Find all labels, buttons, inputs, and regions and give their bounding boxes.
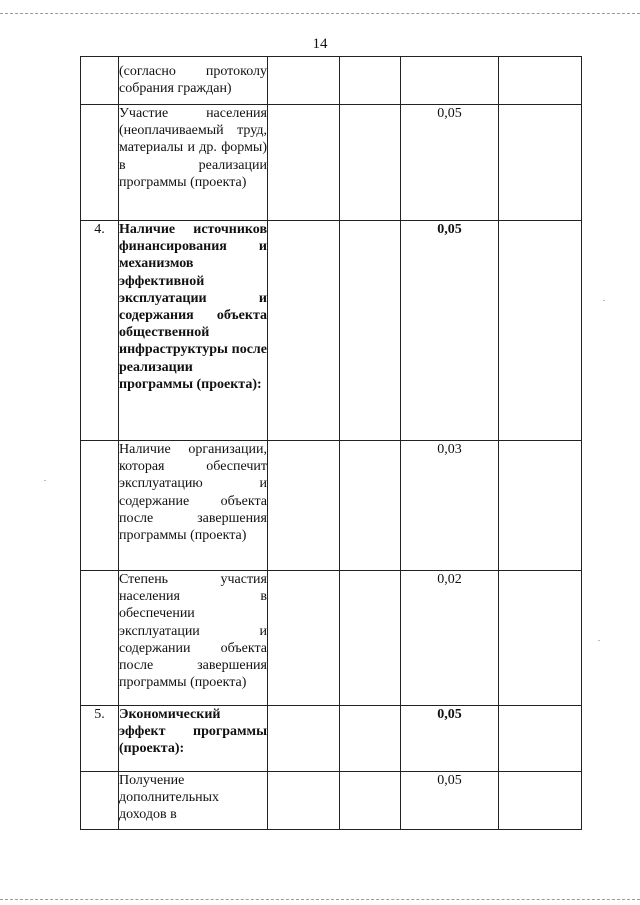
scan-speck [598,640,600,641]
criterion-text: Получение дополнительных доходов в [119,772,268,830]
table-row [81,772,582,830]
empty-cell [499,706,582,772]
empty-cell [268,571,340,706]
empty-cell [268,706,340,772]
score-value: 0,03 [401,441,499,571]
empty-cell [340,441,401,571]
criterion-text: Участие населения (неоплачиваемый труд, материалы и др. формы) в реализации программы (проекта) [119,105,268,221]
empty-cell [499,441,582,571]
score-value: 0,05 [401,105,499,221]
empty-cell [499,772,582,830]
empty-cell [268,221,340,441]
criterion-text: Наличие организации, которая обеспечит эксплуатацию и содержание объекта после завершения программы (проекта) [119,441,268,571]
empty-cell [340,57,401,105]
scan-edge-line [0,13,640,15]
row-number: 5. [81,706,119,772]
criterion-text: Экономический эффект программы (проекта): [119,706,268,772]
criterion-text: (согласно протоколу собрания граждан) [119,57,268,105]
empty-cell [499,105,582,221]
table-row [81,221,582,441]
table-row [81,571,582,706]
empty-cell [268,57,340,105]
page-number: 14 [312,36,328,52]
score-value: 0,05 [401,706,499,772]
score-value [401,57,499,105]
empty-cell [268,441,340,571]
scan-speck [603,300,605,301]
criteria-table [80,56,582,830]
empty-cell [340,571,401,706]
criterion-text: Степень участия населения в обеспечении эксплуатации и содержании объекта после завершения программы (проекта) [119,571,268,706]
empty-cell [499,571,582,706]
empty-cell [340,706,401,772]
score-value: 0,05 [401,772,499,830]
table-row [81,706,582,772]
criterion-text: Наличие источников финансирования и механизмов эффективной эксплуатации и содержания объекта общественной инфраструктуры после реализации программы (проекта): [119,221,268,441]
row-number: 4. [81,221,119,441]
table-row [81,57,582,105]
row-number [81,57,119,105]
scan-speck [44,480,46,481]
score-value: 0,05 [401,221,499,441]
empty-cell [340,772,401,830]
empty-cell [268,772,340,830]
row-number [81,571,119,706]
empty-cell [499,57,582,105]
table-row [81,441,582,571]
empty-cell [340,221,401,441]
empty-cell [340,105,401,221]
empty-cell [499,221,582,441]
empty-cell [268,105,340,221]
row-number [81,772,119,830]
row-number [81,441,119,571]
score-value: 0,02 [401,571,499,706]
table-row [81,105,582,221]
scan-edge-line [0,899,640,901]
row-number [81,105,119,221]
